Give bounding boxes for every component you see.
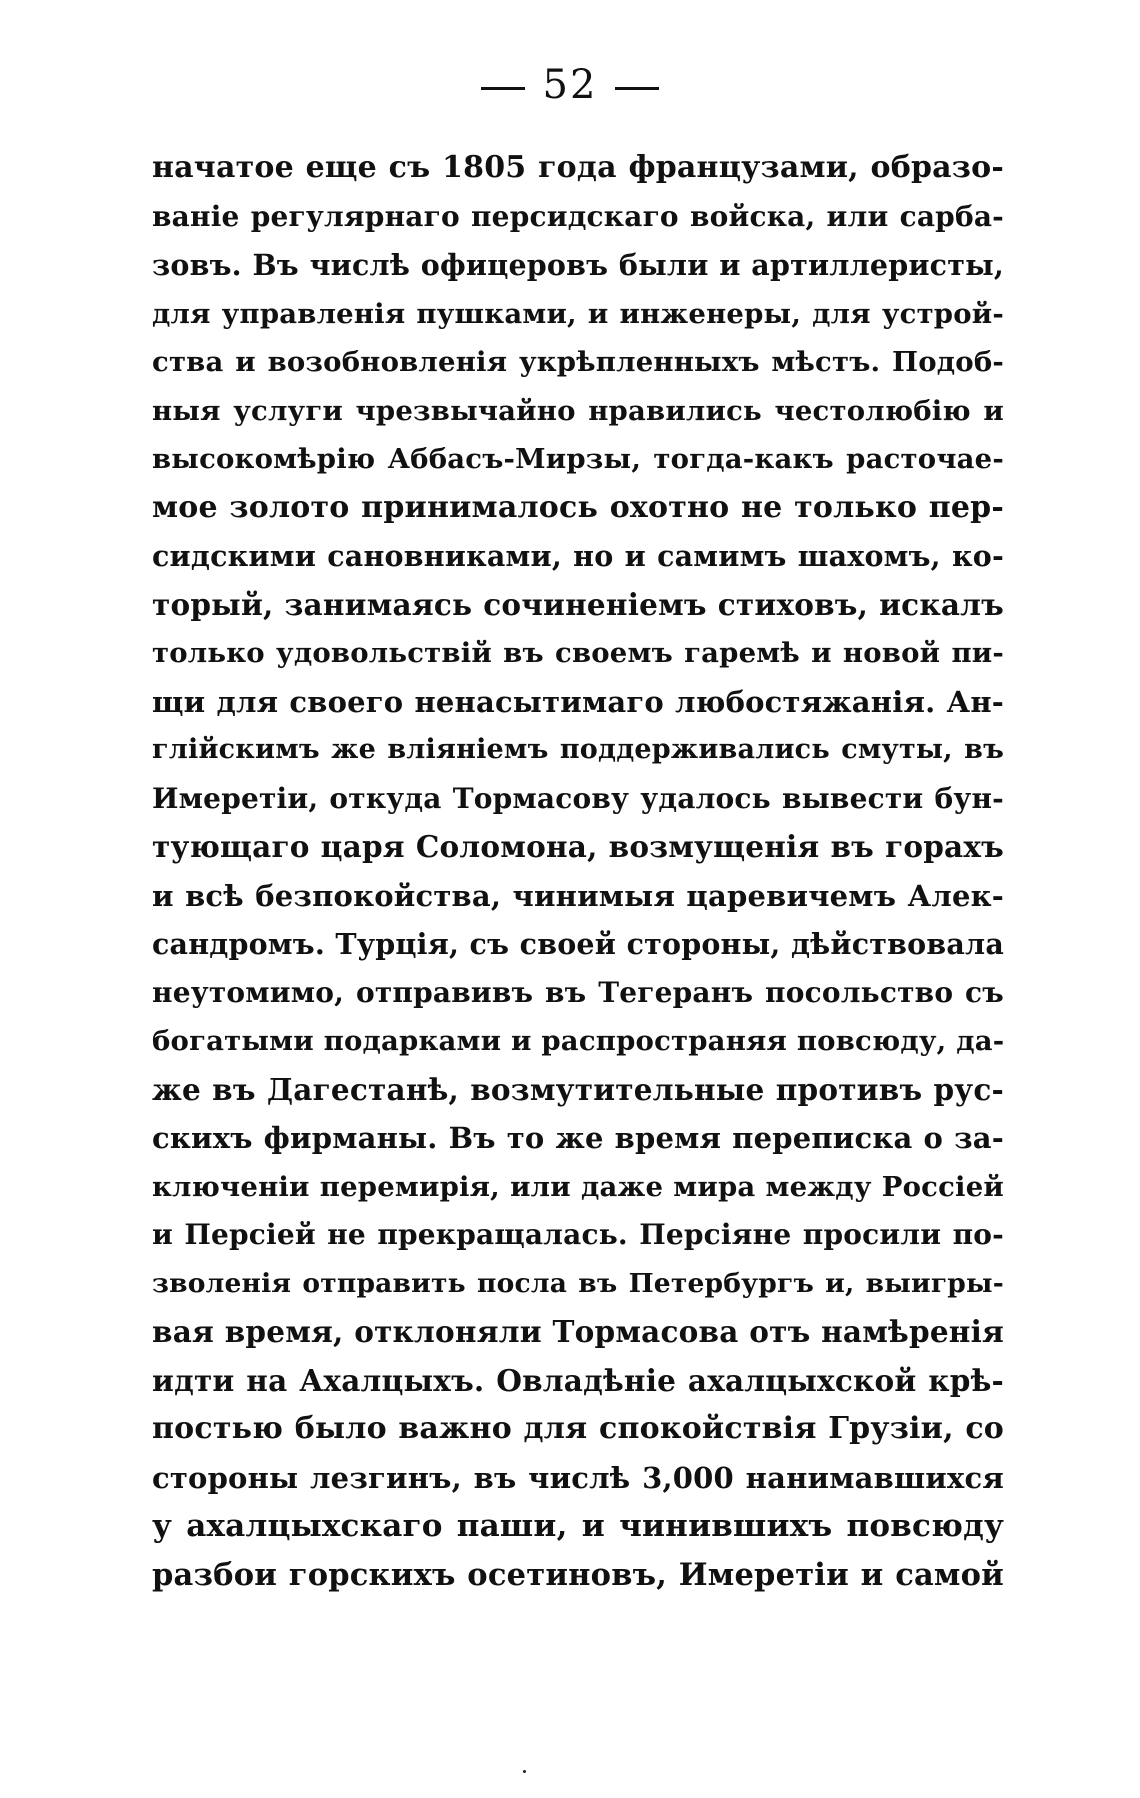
print-speck bbox=[523, 1770, 526, 1773]
header-dash-left bbox=[481, 87, 525, 90]
text-line: и Персіей не прекращалась. Персіяне просили по- bbox=[152, 1218, 1004, 1251]
text-line: для управленія пушками, и инженеры, для устрой- bbox=[152, 297, 1004, 330]
text-line: идти на Ахалцыхъ. Овладѣніе ахалцыхской крѣ- bbox=[152, 1362, 1004, 1398]
text-line: скихъ фирманы. Въ то же время переписка о за- bbox=[152, 1121, 1004, 1155]
text-line: ваніе регулярнаго персидскаго войска, или сарба- bbox=[152, 199, 1004, 233]
text-line: глійскимъ же вліяніемъ поддерживались смуты, въ bbox=[152, 734, 1004, 765]
page-number: 52 bbox=[542, 62, 598, 108]
text-line: тующаго царя Соломона, возмущенія въ горахъ bbox=[152, 829, 1004, 864]
text-line: и всѣ безпокойства, чинимыя царевичемъ Алек- bbox=[152, 878, 1004, 913]
text-line: стороны лезгинъ, въ числѣ 3,000 нанимавшихся bbox=[152, 1460, 1004, 1495]
text-line: сидскими сановниками, но и самимъ шахомъ, ко- bbox=[152, 539, 1004, 573]
text-line: неутомимо, отправивъ въ Тегеранъ посольство съ bbox=[152, 975, 1004, 1009]
page-body-text bbox=[152, 144, 1004, 1599]
text-line: разбои горскихъ осетиновъ, Имеретіи и самой bbox=[152, 1556, 1004, 1593]
text-line: высокомѣрію Аббасъ-Мирзы, тогда-какъ расточае- bbox=[152, 443, 1004, 475]
header-dash-right bbox=[615, 87, 659, 90]
text-line: у ахалцыхскаго паши, и чинившихъ повсюду bbox=[152, 1508, 1004, 1544]
text-line: мое золото принималось охотно не только пер- bbox=[152, 489, 1004, 525]
text-line: сандромъ. Турція, съ своей стороны, дѣйствовала bbox=[152, 927, 1004, 961]
text-line: зовъ. Въ числѣ офицеровъ были и артиллеристы, bbox=[152, 248, 1004, 282]
page-header bbox=[0, 62, 1140, 108]
text-line: Имеретіи, откуда Тормасову удалось вывести бун- bbox=[152, 781, 1004, 815]
text-line: вая время, отклоняли Тормасова отъ намѣренія bbox=[152, 1314, 1004, 1349]
text-line: начатое еще съ 1805 года французами, образо- bbox=[152, 150, 1004, 185]
text-line: ключеніи перемирія, или даже мира между Россіей bbox=[152, 1170, 1004, 1203]
text-line: торый, занимаясь сочиненіемъ стиховъ, искалъ bbox=[152, 586, 1004, 622]
text-line: же въ Дагестанѣ, возмутительные противъ рус- bbox=[152, 1071, 1004, 1107]
text-line: ства и возобновленія укрѣпленныхъ мѣстъ. Подоб- bbox=[152, 346, 1004, 378]
text-line: только удовольствій въ своемъ гаремѣ и новой пи- bbox=[152, 637, 1004, 669]
text-line: богатыми подарками и распространяя повсюду, да- bbox=[152, 1025, 1005, 1057]
text-line: ныя услуги чрезвычайно нравились честолюбію и bbox=[152, 394, 1004, 427]
text-line: щи для своего ненасытимаго любостяжанія. Ан- bbox=[152, 684, 1004, 719]
text-line: постью было важно для спокойствія Грузіи, со bbox=[152, 1411, 1004, 1446]
text-line: зволенія отправить посла въ Петербургъ и, выигры- bbox=[152, 1267, 1004, 1299]
